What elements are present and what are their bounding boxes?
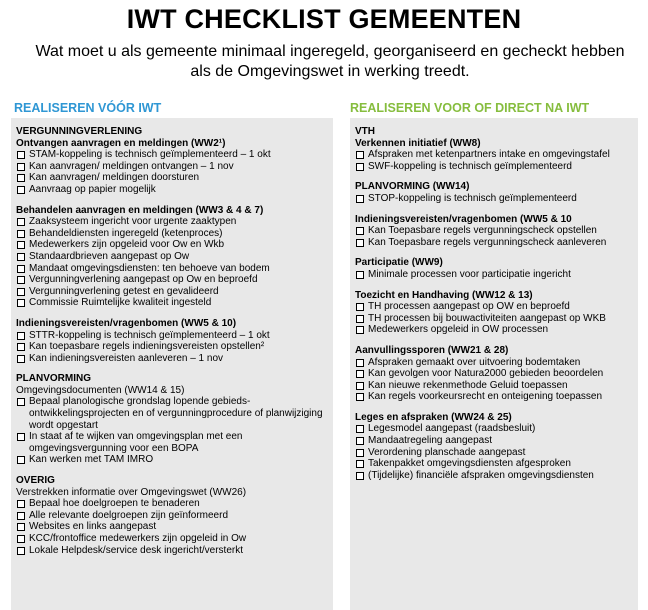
- checkbox-icon[interactable]: [17, 355, 25, 363]
- checkbox-icon[interactable]: [356, 227, 364, 235]
- checklist-item: [16, 545, 329, 557]
- page-subtitle: Wat moet u als gemeente minimaal ingeregeld, georganiseerd en gecheckt hebben als de Omgevingswet in werking treedt.: [35, 43, 625, 80]
- checklist-item-label: Mandaat omgevingsdiensten: ten behoeve van bodem: [29, 262, 270, 274]
- checklist-items: [355, 423, 634, 481]
- section-title: OVERIG: [16, 475, 55, 487]
- checkbox-icon[interactable]: [17, 265, 25, 273]
- checklist-item-label: SWF-koppeling is technisch geïmplementeerd: [368, 160, 572, 172]
- checklist-item-label: Kan aanvragen/ meldingen doorsturen: [29, 172, 200, 184]
- checklist-item-label: Websites en links aangepast: [29, 521, 157, 533]
- checklist-section: [355, 181, 634, 204]
- checklist-item: [355, 269, 634, 281]
- checklist-item-label: In staat af te wijken van omgevingsplan met een omgevingsvergunning voor een BOPA: [29, 431, 243, 454]
- checklist-item-label: Bepaal hoe doelgroepen te benaderen: [29, 498, 200, 510]
- checkbox-icon[interactable]: [17, 398, 25, 406]
- checklist-section: [355, 257, 634, 280]
- checklist-item: [16, 274, 329, 286]
- checklist-item-label: Afspraken met ketenpartners intake en omgevingstafel: [368, 149, 610, 161]
- checklist-section: [355, 214, 634, 249]
- checklist-item-label: Behandeldiensten ingeregeld (ketenproces): [29, 227, 223, 239]
- checkbox-icon[interactable]: [17, 456, 25, 464]
- checkbox-icon[interactable]: [17, 332, 25, 340]
- section-subtitle: Omgevingsdocumenten (WW14 & 15): [16, 384, 185, 396]
- checklist-items: [16, 330, 329, 365]
- checkbox-icon[interactable]: [17, 151, 25, 159]
- section-title: Indieningsvereisten/vragenbomen (WW5 & 10): [16, 317, 237, 329]
- checklist-item: [355, 357, 634, 369]
- checklist-item: [16, 353, 329, 365]
- checkbox-icon[interactable]: [356, 460, 364, 468]
- checklist-section: [16, 205, 329, 309]
- checklist-item: [16, 263, 329, 275]
- checklist-item: [16, 533, 329, 545]
- checklist-item: [16, 286, 329, 298]
- checklist-item-label: Kan Toepasbare regels vergunningscheck aanleveren: [368, 236, 607, 248]
- checklist-items: [16, 498, 329, 556]
- checkbox-icon[interactable]: [356, 195, 364, 203]
- page-title: IWT CHECKLIST GEMEENTEN: [126, 4, 522, 34]
- checklist-item-label: Mandaatregeling aangepast: [368, 435, 492, 447]
- checklist-item-label: Bepaal planologische grondslag lopende gebieds-ontwikkelingsprojecten en of vergunningprocedure of planwijziging wordt opgestart: [29, 396, 323, 431]
- checkbox-icon[interactable]: [356, 303, 364, 311]
- checklist-section: [16, 318, 329, 364]
- checklist-item: [16, 149, 329, 161]
- checkbox-icon[interactable]: [17, 276, 25, 284]
- checklist-item: [355, 161, 634, 173]
- checklist-item-label: Kan nieuwe rekenmethode Geluid toepassen: [368, 379, 568, 391]
- checklist-item: [355, 237, 634, 249]
- checkbox-icon[interactable]: [356, 151, 364, 159]
- checklist-items: [16, 216, 329, 309]
- checkbox-icon[interactable]: [17, 230, 25, 238]
- checkbox-icon[interactable]: [356, 437, 364, 445]
- right-checklist-panel: [350, 118, 638, 610]
- checkbox-icon[interactable]: [356, 315, 364, 323]
- checklist-items: [355, 149, 634, 172]
- checklist-item-label: Verordening planschade aangepast: [368, 446, 526, 458]
- checklist-item-label: Vergunningverlening aangepast op Ow en beproefd: [29, 274, 258, 286]
- checkbox-icon[interactable]: [356, 425, 364, 433]
- checkbox-icon[interactable]: [356, 472, 364, 480]
- checkbox-icon[interactable]: [17, 535, 25, 543]
- checkbox-icon[interactable]: [17, 547, 25, 555]
- checklist-item-label: Kan Toepasbare regels vergunningscheck opstellen: [368, 225, 597, 237]
- checklist-item-label: Commissie Ruimtelijke kwaliteit ingesteld: [29, 297, 212, 309]
- checkbox-icon[interactable]: [17, 241, 25, 249]
- checklist-item: [355, 391, 634, 403]
- checkbox-icon[interactable]: [17, 523, 25, 531]
- checklist-item: [355, 447, 634, 459]
- checkbox-icon[interactable]: [356, 382, 364, 390]
- checkbox-icon[interactable]: [356, 239, 364, 247]
- section-title: VTH: [355, 126, 375, 137]
- checklist-item-label: Kan toepasbare regels indieningsvereisten opstellen²: [29, 341, 265, 353]
- checklist-item: [16, 510, 329, 522]
- checklist-item: [355, 324, 634, 336]
- checklist-item-label: Minimale processen voor participatie ingericht: [368, 268, 571, 280]
- section-title: Indieningsvereisten/vragenbomen (WW5 & 10: [355, 213, 572, 225]
- checklist-items: [355, 301, 634, 336]
- checklist-item: [355, 380, 634, 392]
- checklist-section: [16, 475, 329, 556]
- checklist-item: [355, 149, 634, 161]
- checklist-item-label: Afspraken gemaakt over uitvoering bodemtaken: [368, 356, 581, 368]
- checklist-items: [355, 269, 634, 281]
- checkbox-icon[interactable]: [356, 449, 364, 457]
- checklist-item: [355, 193, 634, 205]
- checklist-item-label: STOP-koppeling is technisch geïmplementeerd: [368, 192, 577, 204]
- checkbox-icon[interactable]: [17, 186, 25, 194]
- checklist-item-label: Aanvraag op papier mogelijk: [29, 183, 156, 195]
- checklist-item-label: TH processen bij bouwactiviteiten aangepast op WKB: [368, 312, 606, 324]
- checkbox-icon[interactable]: [356, 326, 364, 334]
- checklist-item-label: Lokale Helpdesk/service desk ingericht/versterkt: [29, 544, 243, 556]
- checklist-item-label: STTR-koppeling is technisch geïmplementeerd – 1 okt: [29, 329, 270, 341]
- checklist-item: [16, 172, 329, 184]
- checkbox-icon[interactable]: [17, 163, 25, 171]
- checklist-item: [355, 458, 634, 470]
- checkbox-icon[interactable]: [356, 393, 364, 401]
- checklist-item: [16, 341, 329, 353]
- checklist-item-label: KCC/frontoffice medewerkers zijn opgeleid in Ow: [29, 533, 247, 544]
- checklist-item: [355, 470, 634, 482]
- checklist-item-label: Kan aanvragen/ meldingen ontvangen – 1 nov: [29, 160, 234, 172]
- checkbox-icon[interactable]: [17, 218, 25, 226]
- checkbox-icon[interactable]: [17, 299, 25, 307]
- checklist-item-label: Kan regels voorkeursrecht en onteigening toepassen: [368, 391, 603, 403]
- section-title: Aanvullingssporen (WW21 & 28): [355, 344, 509, 356]
- right-column-heading: REALISEREN VOOR OF DIRECT NA IWT: [350, 101, 590, 115]
- checklist-item: [355, 368, 634, 380]
- checkbox-icon[interactable]: [17, 512, 25, 520]
- checklist-item-label: Standaardbrieven aangepast op Ow: [29, 250, 190, 262]
- checklist-items: [355, 225, 634, 248]
- checklist-item: [16, 521, 329, 533]
- section-title: Behandelen aanvragen en meldingen (WW3 & 4 & 7): [16, 204, 264, 216]
- checklist-item-label: Zaaksysteem ingericht voor urgente zaaktypen: [29, 216, 237, 228]
- section-title: Toezicht en Handhaving (WW12 & 13): [355, 289, 533, 301]
- checklist-item: [16, 454, 329, 466]
- section-subtitle: Verstrekken informatie over Omgevingswet (WW26): [16, 486, 247, 498]
- checkbox-icon[interactable]: [356, 359, 364, 367]
- checklist-section: [355, 345, 634, 403]
- checklist-section: [355, 290, 634, 336]
- checklist-item: [355, 435, 634, 447]
- section-subtitle: Ontvangen aanvragen en meldingen (WW2¹): [16, 137, 226, 149]
- checklist-item: [355, 313, 634, 325]
- checkbox-icon[interactable]: [17, 288, 25, 296]
- section-title: Participatie (WW9): [355, 257, 443, 269]
- checklist-item-label: Takenpakket omgevingsdiensten afgesproken: [368, 458, 571, 470]
- checklist-item: [16, 431, 329, 454]
- section-title: PLANVORMING: [16, 373, 91, 385]
- checkbox-icon[interactable]: [356, 370, 364, 378]
- section-title: Leges en afspraken (WW24 & 25): [355, 411, 512, 423]
- section-title: PLANVORMING (WW14): [355, 181, 470, 193]
- checklist-item: [16, 161, 329, 173]
- checklist-items: [355, 357, 634, 403]
- checklist-item: [355, 225, 634, 237]
- checklist-item-label: Vergunningverlening getest en gevalideerd: [29, 285, 219, 297]
- checklist-item-label: Legesmodel aangepast (raadsbesluit): [368, 423, 536, 435]
- checklist-section: [355, 412, 634, 482]
- checklist-item: [16, 216, 329, 228]
- checklist-item: [16, 330, 329, 342]
- checklist-item-label: TH processen aangepast op OW en beproefd: [368, 301, 570, 313]
- checklist-section: [16, 373, 329, 466]
- checklist-item: [16, 251, 329, 263]
- checklist-item: [16, 396, 329, 431]
- checklist-items: [355, 193, 634, 205]
- checklist-item-label: Kan gevolgen voor Natura2000 gebieden beoordelen: [368, 368, 604, 380]
- checklist-items: [16, 396, 329, 466]
- checklist-item: [16, 297, 329, 309]
- checklist-item-label: Kan indieningsvereisten aanleveren – 1 nov: [29, 352, 224, 364]
- checklist-item: [16, 239, 329, 251]
- checklist-section: [16, 126, 329, 196]
- checkbox-icon[interactable]: [356, 163, 364, 171]
- checkbox-icon[interactable]: [17, 433, 25, 441]
- checklist-item: [16, 228, 329, 240]
- checklist-section: [355, 126, 634, 172]
- section-title: VERGUNNINGVERLENING: [16, 126, 143, 137]
- section-subtitle: Verkennen initiatief (WW8): [355, 137, 481, 149]
- checklist-items: [16, 149, 329, 195]
- left-column-heading: REALISEREN VÓÓR IWT: [14, 101, 162, 115]
- checklist-item: [16, 498, 329, 510]
- checkbox-icon[interactable]: [17, 343, 25, 351]
- checklist-item: [355, 301, 634, 313]
- checklist-item: [16, 184, 329, 196]
- checkbox-icon[interactable]: [17, 500, 25, 508]
- checklist-item-label: Medewerkers zijn opgeleid voor Ow en Wkb: [29, 239, 225, 251]
- checklist-item-label: Kan werken met TAM IMRO: [29, 454, 154, 466]
- checkbox-icon[interactable]: [356, 271, 364, 279]
- checklist-item-label: STAM-koppeling is technisch geïmplementeerd – 1 okt: [29, 149, 271, 161]
- left-checklist-panel: [11, 118, 333, 610]
- checkbox-icon[interactable]: [17, 253, 25, 261]
- checklist-item-label: Alle relevante doelgroepen zijn geïnformeerd: [29, 509, 229, 521]
- checklist-item: [355, 423, 634, 435]
- checkbox-icon[interactable]: [17, 174, 25, 182]
- checklist-item-label: (Tijdelijke) financiële afspraken omgevingsdiensten: [368, 469, 594, 481]
- checklist-item-label: Medewerkers opgeleid in OW processen: [368, 324, 549, 336]
